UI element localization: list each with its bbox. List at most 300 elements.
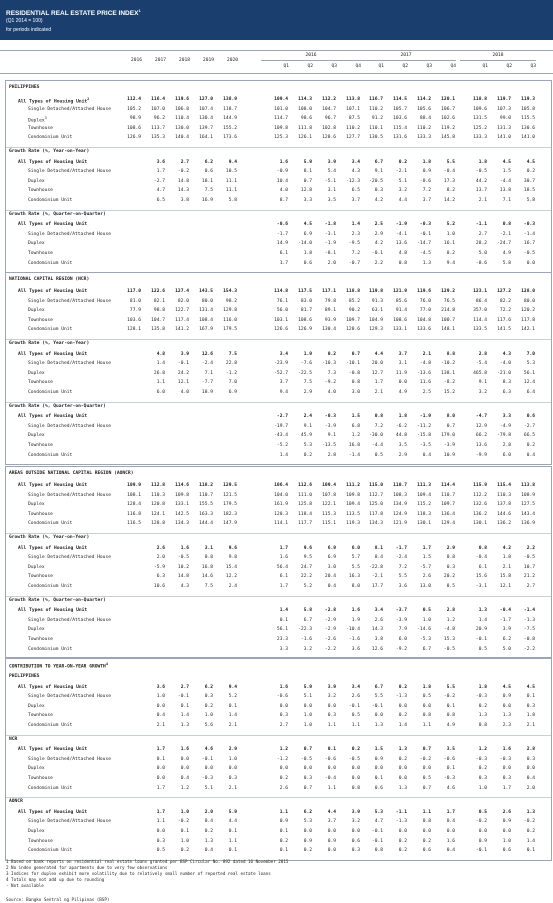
value-cell: -2.1 — [371, 574, 383, 580]
value-cell: 1.3 — [502, 713, 511, 719]
value-cell: 109.4 — [346, 502, 360, 508]
value-cell: 120.3 — [274, 511, 288, 517]
table-section — [5, 657, 552, 861]
value-cell: -15.8 — [417, 433, 431, 439]
row-label: Townhouse — [28, 713, 53, 719]
value-cell: 0.0 — [526, 260, 535, 266]
value-cell: 3.9 — [351, 809, 360, 815]
value-cell: 113.7 — [151, 125, 165, 131]
value-cell: -0.1 — [348, 703, 360, 709]
value-cell: 9.1 — [478, 380, 487, 386]
table-row — [6, 637, 551, 646]
value-cell: 120.1 — [441, 97, 455, 102]
table-header-banner — [0, 0, 553, 40]
row-label: Townhouse — [28, 637, 53, 642]
value-cell: 118.3 — [417, 511, 431, 517]
value-cell: 105.6 — [417, 106, 431, 112]
value-cell: 108.6 — [298, 317, 312, 323]
value-cell: 0.9 — [502, 694, 511, 700]
value-cell: 4.0 — [180, 390, 189, 395]
block-separator — [6, 533, 551, 534]
value-cell: 16.9 — [201, 198, 213, 203]
value-cell: 0.3 — [327, 713, 336, 719]
value-cell: 83.0 — [300, 298, 312, 304]
value-cell: 1.6 — [180, 747, 189, 753]
value-cell: 134.9 — [393, 502, 407, 508]
value-cell: 115.4 — [393, 125, 407, 131]
value-cell: 108.3 — [393, 492, 407, 498]
value-cell: 5.5 — [374, 694, 383, 700]
value-cell: 1.8 — [398, 414, 407, 420]
value-cell: 77.9 — [129, 308, 141, 314]
value-cell: 117.8 — [521, 317, 535, 323]
value-cell: 128.8 — [151, 521, 165, 527]
block-heading: Growth Rate (%, Year-on-Year) — [9, 149, 90, 154]
value-cell: 1.7 — [156, 785, 165, 791]
value-cell: 17.7 — [371, 584, 383, 589]
value-cell: 118.8 — [473, 97, 487, 102]
value-cell: 0.2 — [398, 848, 407, 854]
value-cell: 0.1 — [526, 848, 535, 854]
value-cell: 18.5 — [523, 188, 535, 194]
table-row — [6, 848, 551, 857]
value-cell: -43.4 — [274, 433, 288, 439]
value-cell: 6.1 — [478, 564, 487, 570]
value-cell: 119.6 — [417, 289, 431, 294]
value-cell: 112.7 — [369, 492, 383, 498]
value-cell: 7.2 — [351, 251, 360, 256]
value-cell: 141.5 — [497, 327, 511, 333]
block-heading: Growth Rate (%, Quarter-on-Quarter) — [9, 597, 106, 603]
value-cell: -1.2 — [225, 370, 237, 376]
value-cell: -1.9 — [324, 241, 336, 247]
table-row — [6, 521, 551, 530]
value-cell: 130.0 — [175, 125, 189, 131]
value-cell: 11.1 — [225, 188, 237, 194]
value-cell: 122.6 — [151, 289, 165, 294]
value-cell: 110.2 — [346, 125, 360, 131]
value-cell: 110.4 — [175, 116, 189, 122]
value-cell: 1.1 — [351, 723, 360, 728]
value-cell: 109.4 — [322, 483, 336, 488]
value-cell: 1.8 — [526, 713, 535, 719]
footnotes — [6, 859, 546, 903]
value-cell: -22.5 — [298, 370, 312, 376]
value-cell: 2.6 — [374, 617, 383, 623]
value-cell: 5.3 — [374, 809, 383, 815]
value-cell: 107.0 — [151, 106, 165, 112]
value-cell: 10.7 — [523, 564, 535, 570]
value-cell: -8.1 — [324, 251, 336, 256]
value-cell: 13.6 — [395, 241, 407, 247]
value-cell: 3.6 — [351, 646, 360, 652]
value-cell: 1.3 — [526, 809, 535, 815]
value-cell: 113.8 — [346, 97, 360, 102]
annual-column-label: 2020 — [226, 58, 238, 63]
value-cell: 120.2 — [521, 308, 535, 314]
value-cell: 116.5 — [127, 521, 141, 527]
value-cell: 0.8 — [446, 713, 455, 719]
value-cell: 0.3 — [303, 776, 312, 781]
value-cell: 2.2 — [526, 545, 535, 551]
value-cell: 0.0 — [303, 766, 312, 772]
value-cell: -0.7 — [348, 260, 360, 266]
value-cell: 104.9 — [369, 317, 383, 323]
value-cell: 139.7 — [199, 125, 213, 131]
value-cell: 98.8 — [153, 308, 165, 314]
block-separator — [6, 596, 551, 597]
value-cell: 112.6 — [298, 483, 312, 488]
value-cell: 0.8 — [398, 260, 407, 266]
value-cell: 0.3 — [156, 838, 165, 844]
row-label: Condominium Unit — [28, 260, 73, 266]
value-cell: 0.6 — [204, 169, 213, 175]
value-cell: 8.3 — [502, 380, 511, 386]
value-cell: 1.8 — [303, 251, 312, 256]
row-label: Condominium Unit — [28, 327, 73, 333]
value-cell: 0.2 — [526, 443, 535, 448]
value-cell: 91.3 — [371, 298, 383, 304]
value-cell: 15.8 — [499, 574, 511, 580]
value-cell: 2.5 — [422, 390, 431, 395]
table-row — [6, 261, 551, 270]
annual-column-label: 2018 — [178, 58, 190, 63]
value-cell: 182.3 — [223, 511, 237, 517]
value-cell: 3.4 — [374, 608, 383, 614]
year-group-rule — [356, 60, 456, 61]
value-cell: 22.8 — [225, 361, 237, 367]
quarter-column-label: Q2 — [506, 64, 512, 69]
value-cell: 0.0 — [156, 829, 165, 834]
value-cell: -2.4 — [201, 361, 213, 367]
value-cell: 0.0 — [180, 766, 189, 772]
table-row — [6, 829, 551, 838]
value-cell: 5.0 — [502, 646, 511, 652]
value-cell: 16.8 — [348, 443, 360, 448]
value-cell: 7.0 — [526, 351, 535, 357]
value-cell: 0.3 — [374, 188, 383, 194]
block-heading: NCR — [9, 736, 18, 742]
value-cell: 126.9 — [298, 327, 312, 333]
value-cell: 77.0 — [419, 308, 431, 314]
value-cell: 2.6 — [422, 574, 431, 580]
value-cell: 4.4 — [398, 198, 407, 203]
value-cell: 0.7 — [303, 785, 312, 791]
value-cell: 0.4 — [156, 713, 165, 719]
footnote: 1 Based on bank reports on residential real estate loans granted per BSP Circular No. 892 dated 16 November 2015 — [6, 859, 289, 864]
year-group-label: 2018 — [492, 53, 504, 58]
value-cell: 122.7 — [175, 308, 189, 314]
row-label: Condominium Unit — [28, 135, 73, 141]
value-cell: 10.2 — [177, 564, 189, 570]
value-cell: 142.5 — [175, 511, 189, 517]
value-cell: -0.1 — [201, 756, 213, 762]
value-cell: 135.8 — [151, 327, 165, 333]
value-cell: -1.3 — [395, 694, 407, 700]
value-cell: 1.9 — [303, 351, 312, 357]
value-cell: 111.3 — [417, 483, 431, 488]
value-cell: 108.6 — [393, 317, 407, 323]
value-cell: 12.8 — [300, 188, 312, 194]
value-cell: -0.1 — [371, 838, 383, 844]
value-cell: 121.9 — [393, 521, 407, 527]
value-cell: 106.7 — [441, 106, 455, 112]
value-cell: 15.4 — [225, 564, 237, 570]
value-cell: 5.2 — [303, 584, 312, 589]
value-cell: 127.7 — [346, 135, 360, 141]
table-section — [5, 272, 552, 465]
value-cell: 7.5 — [204, 188, 213, 194]
value-cell: 118.2 — [199, 483, 213, 488]
value-cell: 5.2 — [446, 222, 455, 228]
value-cell: -1.7 — [499, 617, 511, 623]
value-cell: 1.6 — [279, 159, 288, 165]
value-cell: 88.4 — [419, 116, 431, 122]
value-cell: 0.3 — [526, 703, 535, 709]
year-group-rule — [261, 60, 361, 61]
value-cell: 91.2 — [371, 116, 383, 122]
value-cell: 4.5 — [502, 159, 511, 165]
block-separator — [6, 210, 551, 211]
value-cell: 133.1 — [393, 327, 407, 333]
value-cell: 8.2 — [446, 251, 455, 256]
value-cell: 102.6 — [441, 116, 455, 122]
value-cell: 0.5 — [351, 713, 360, 719]
value-cell: 107.3 — [497, 106, 511, 112]
value-cell: 0.4 — [526, 776, 535, 781]
value-cell: 2.0 — [156, 555, 165, 561]
value-cell: 1.3 — [478, 608, 487, 614]
value-cell: 13.6 — [475, 443, 487, 448]
row-label: Townhouse — [28, 251, 53, 256]
table-row — [6, 685, 551, 694]
value-cell: -0.5 — [443, 646, 455, 652]
value-cell: 0.5 — [374, 452, 383, 458]
value-cell: 45.9 — [300, 433, 312, 439]
value-cell: 1.4 — [156, 361, 165, 367]
value-cell: 4.9 — [446, 723, 455, 728]
value-cell: 108.1 — [127, 492, 141, 498]
value-cell: 14.6 — [201, 574, 213, 580]
quarter-column-label: Q4 — [355, 64, 361, 69]
value-cell: 16.3 — [348, 574, 360, 580]
year-group-rule — [460, 60, 536, 61]
value-cell: 2.7 — [478, 231, 487, 237]
value-cell: 109.9 — [127, 483, 141, 488]
table-row — [6, 352, 551, 361]
row-label: All Types of Housing Unit — [18, 608, 88, 614]
value-cell: 1.1 — [156, 819, 165, 825]
value-cell: -0.6 — [276, 694, 288, 700]
block-separator — [6, 147, 551, 148]
table-row — [6, 584, 551, 593]
value-cell: 2.9 — [374, 231, 383, 237]
value-cell: 3.5 — [327, 198, 336, 203]
value-cell: 4.7 — [156, 188, 165, 194]
value-cell: 144.9 — [223, 116, 237, 122]
value-cell: 4.3 — [502, 351, 511, 357]
value-cell: 4.6 — [446, 785, 455, 791]
row-label: Single Detached/Attached House — [28, 617, 111, 623]
value-cell: 1.2 — [180, 785, 189, 791]
value-cell: -9.5 — [348, 241, 360, 247]
table-row — [6, 839, 551, 848]
value-cell: 4.6 — [204, 747, 213, 753]
value-cell: -8.2 — [443, 380, 455, 386]
value-cell: 132.6 — [473, 502, 487, 508]
value-cell: 6.5 — [351, 188, 360, 194]
value-cell: 4.5 — [502, 684, 511, 690]
value-cell: 4.9 — [398, 390, 407, 395]
row-label: Townhouse — [28, 125, 53, 131]
value-cell: 1.6 — [180, 545, 189, 551]
table-row — [6, 188, 551, 197]
value-cell: 66.2 — [475, 433, 487, 439]
value-cell: 134.3 — [175, 521, 189, 527]
value-cell: 115.9 — [473, 483, 487, 488]
value-cell: 0.6 — [374, 785, 383, 791]
value-cell: 9.4 — [279, 390, 288, 395]
value-cell: 3.3 — [502, 414, 511, 420]
base-period: (Q1 2014 = 100) — [6, 18, 43, 24]
value-cell: -1.7 — [395, 545, 407, 551]
value-cell: 3.1 — [204, 545, 213, 551]
value-cell: -3.7 — [395, 608, 407, 614]
value-cell: 0.1 — [327, 747, 336, 753]
value-cell: -0.5 — [523, 251, 535, 256]
value-cell: 1.7 — [279, 260, 288, 266]
value-cell: 76.0 — [419, 298, 431, 304]
block-separator — [6, 735, 551, 736]
value-cell: 4.0 — [327, 390, 336, 395]
value-cell: -0.1 — [371, 251, 383, 256]
value-cell: 5.8 — [502, 260, 511, 266]
value-cell: -13.5 — [322, 443, 336, 448]
table-row — [6, 126, 551, 135]
row-label: Duplex — [28, 433, 45, 439]
value-cell: -10.4 — [346, 627, 360, 633]
value-cell: 6.3 — [502, 390, 511, 395]
value-cell: 0.6 — [422, 848, 431, 854]
value-cell: 6.9 — [327, 545, 336, 551]
value-cell: 110.3 — [497, 492, 511, 498]
value-cell: 0.6 — [526, 414, 535, 420]
value-cell: 1.0 — [422, 617, 431, 623]
value-cell: 130.4 — [322, 327, 336, 333]
value-cell: 98.6 — [300, 116, 312, 122]
table-row — [6, 502, 551, 511]
value-cell: 0.0 — [398, 766, 407, 772]
value-cell: 0.7 — [303, 178, 312, 184]
value-cell: 1.1 — [228, 838, 237, 844]
value-cell: 0.0 — [526, 766, 535, 772]
value-cell: -4.0 — [499, 361, 511, 367]
value-cell: 2.6 — [156, 545, 165, 551]
value-cell: -2.9 — [324, 627, 336, 633]
value-cell: 14.3 — [371, 627, 383, 633]
value-cell: 118.7 — [223, 106, 237, 112]
value-cell: 1.4 — [478, 617, 487, 623]
value-cell: 128.6 — [346, 327, 360, 333]
value-cell: 12.7 — [371, 370, 383, 376]
value-cell: 1.0 — [180, 838, 189, 844]
source-note: Source: Bangko Sentral ng Pilipinas (BSP) — [6, 897, 110, 902]
value-cell: 0.2 — [327, 351, 336, 357]
value-cell: 129.5 — [223, 483, 237, 488]
value-cell: -8.6 — [475, 260, 487, 266]
value-cell: 0.5 — [478, 646, 487, 652]
value-cell: 10.4 — [276, 178, 288, 184]
value-cell: -1.8 — [324, 222, 336, 228]
value-cell: 7.5 — [303, 380, 312, 386]
section-title: NATIONAL CAPITAL REGION (NCR) — [9, 277, 90, 282]
value-cell: 0.6 — [303, 260, 312, 266]
value-cell: 0.8 — [374, 848, 383, 854]
value-cell: -0.4 — [475, 555, 487, 561]
value-cell: 1.1 — [279, 809, 288, 815]
value-cell: 1.0 — [204, 713, 213, 719]
value-cell: 5.1 — [398, 178, 407, 184]
value-cell: 1.5 — [422, 555, 431, 561]
row-label: Duplex — [28, 308, 45, 314]
value-cell: -0.1 — [419, 231, 431, 237]
value-cell: 119.7 — [497, 97, 511, 102]
value-cell: 0.2 — [204, 829, 213, 834]
value-cell: 4.3 — [180, 584, 189, 589]
value-cell: 0.1 — [228, 848, 237, 854]
table-row — [6, 371, 551, 380]
value-cell: 127.2 — [497, 289, 511, 294]
value-cell: 115.4 — [497, 483, 511, 488]
row-label: Duplex — [28, 627, 45, 633]
value-cell: -7.7 — [201, 380, 213, 386]
value-cell: -22.8 — [369, 564, 383, 570]
value-cell: 0.0 — [279, 766, 288, 772]
value-cell: 112.2 — [322, 97, 336, 102]
value-cell: 2.7 — [279, 723, 288, 728]
value-cell: 2.9 — [398, 452, 407, 458]
value-cell: 12.9 — [475, 423, 487, 429]
value-cell: -2.9 — [324, 617, 336, 623]
value-cell: 5.1 — [204, 785, 213, 791]
row-label: Townhouse — [28, 317, 53, 323]
value-cell: -2.7 — [523, 423, 535, 429]
value-cell: 9.1 — [327, 433, 336, 439]
row-label: Condominium Unit — [28, 785, 73, 791]
row-label: Condominium Unit — [28, 584, 73, 589]
value-cell: 119.3 — [346, 521, 360, 527]
value-cell: 0.8 — [374, 414, 383, 420]
value-cell: -2.1 — [395, 169, 407, 175]
value-cell: 127.4 — [175, 289, 189, 294]
value-cell: 6.9 — [228, 390, 237, 395]
value-cell: 3.5 — [446, 747, 455, 753]
value-cell: 1.3 — [398, 785, 407, 791]
value-cell: 1.7 — [502, 785, 511, 791]
value-cell: 3.3 — [279, 646, 288, 652]
value-cell: 80.0 — [523, 298, 535, 304]
table-row — [6, 160, 551, 169]
value-cell: 0.2 — [398, 838, 407, 844]
value-cell: 0.1 — [228, 703, 237, 709]
table-row — [6, 222, 551, 231]
value-cell: 0.4 — [204, 819, 213, 825]
value-cell: 3.6 — [398, 584, 407, 589]
value-cell: 0.5 — [422, 776, 431, 781]
value-cell: 1.0 — [303, 713, 312, 719]
table-row — [6, 135, 551, 144]
value-cell: 2.1 — [374, 390, 383, 395]
